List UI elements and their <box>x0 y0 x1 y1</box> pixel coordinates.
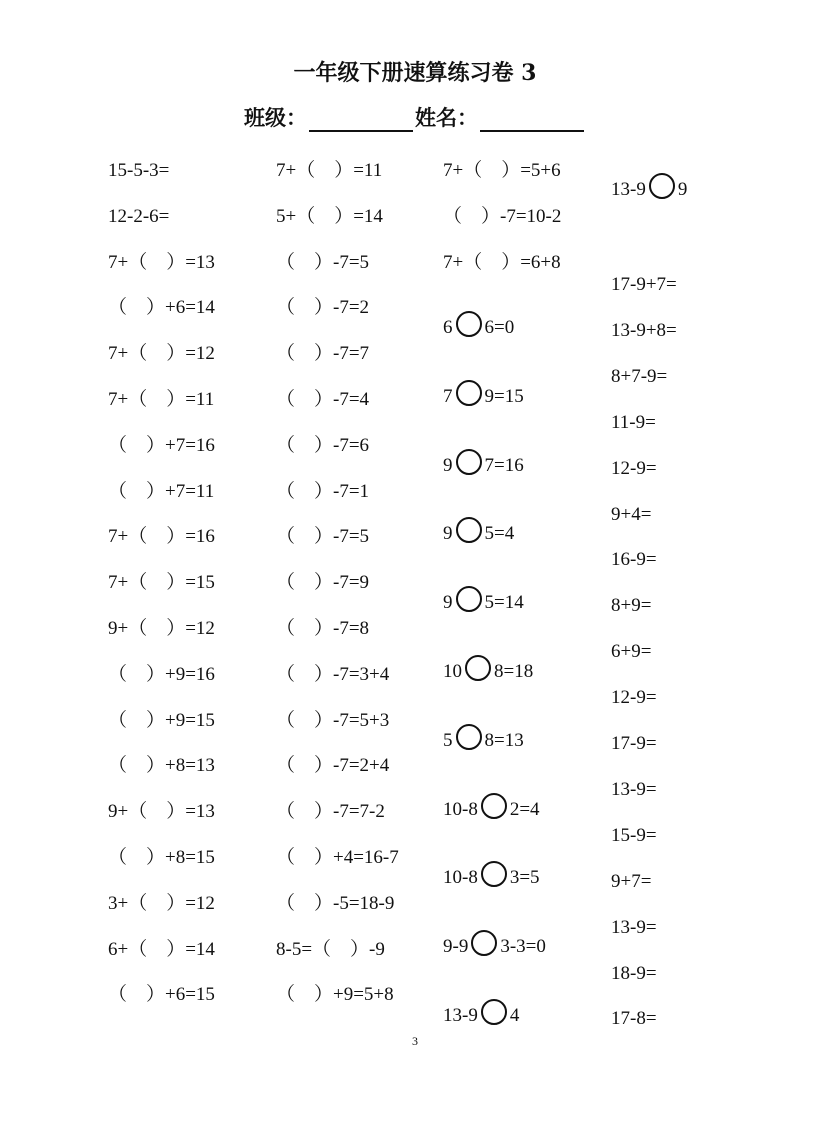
comparison-circle[interactable] <box>481 793 507 819</box>
math-problem: （ ）-7=5+3 <box>276 709 390 731</box>
math-problem: 9+4= <box>611 503 652 525</box>
math-problem: 6+（ ）=14 <box>108 938 215 960</box>
compare-right: 5=4 <box>484 523 515 545</box>
compare-right: 6=0 <box>484 317 515 338</box>
page-number: 3 <box>412 1034 418 1048</box>
math-problem: （ ）+6=15 <box>108 984 215 1006</box>
math-problem: 12-2-6= <box>108 205 170 227</box>
math-problem: 8+7-9= <box>611 365 668 387</box>
math-problem: 8+9= <box>611 595 652 617</box>
math-problem: （ ）-5=18-9 <box>276 892 395 914</box>
comparison-circle[interactable] <box>456 380 482 406</box>
math-problem: （ ）-7=2 <box>276 297 370 319</box>
math-problem: 13-9= <box>611 778 657 800</box>
compare-problem <box>443 934 546 960</box>
compare-problem <box>443 865 540 891</box>
math-problem: 13-9= <box>611 916 657 938</box>
math-problem: （ ）+8=15 <box>108 847 215 868</box>
compare-right: 3=5 <box>509 867 540 889</box>
math-problem: （ ）-7=5 <box>276 526 370 548</box>
math-problem: （ ）+6=14 <box>108 297 215 319</box>
math-problem: 15-9= <box>611 824 657 846</box>
math-problem: （ ）-7=7 <box>276 343 370 365</box>
math-problem: （ ）-7=10-2 <box>443 205 562 227</box>
compare-left: 7 <box>443 385 453 407</box>
compare-right: 2=4 <box>509 798 540 820</box>
math-problem: 15-5-3= <box>108 160 170 181</box>
worksheet-title: 一年级下册速算练习卷 3 <box>293 60 537 86</box>
comparison-circle[interactable] <box>456 724 482 750</box>
math-problem: （ ）+7=16 <box>108 434 215 456</box>
math-problem: （ ）+7=11 <box>108 480 215 502</box>
math-problem: 7+（ ）=11 <box>108 389 215 410</box>
math-problem: （ ）-7=2+4 <box>276 755 390 777</box>
comparison-circle[interactable] <box>649 173 675 199</box>
math-problem: 6+9= <box>611 641 652 663</box>
compare-right: 3-3=0 <box>500 936 546 958</box>
compare-right: 8=13 <box>484 729 524 751</box>
comparison-circle[interactable] <box>481 999 507 1025</box>
math-problem: 7+（ ）=16 <box>108 526 215 548</box>
compare-problem <box>443 728 524 754</box>
comparison-circle[interactable] <box>481 861 507 887</box>
compare-left: 10-8 <box>443 867 478 889</box>
comparison-circle[interactable] <box>456 517 482 543</box>
math-problem: （ ）-7=1 <box>276 480 370 502</box>
math-problem: （ ）+9=15 <box>108 709 215 731</box>
math-problem: 9+7= <box>611 870 652 892</box>
comparison-circle[interactable] <box>465 655 491 681</box>
compare-problem <box>443 659 533 685</box>
compare-left: 13-9 <box>611 179 646 200</box>
math-problem: （ ）-7=3+4 <box>276 663 390 685</box>
math-problem: 5+（ ）=14 <box>276 205 383 227</box>
compare-problem <box>443 384 524 410</box>
math-problem: （ ）+8=13 <box>108 755 215 777</box>
math-problem: 12-9= <box>611 687 657 709</box>
compare-left: 10 <box>443 661 462 682</box>
compare-left: 5 <box>443 729 453 751</box>
math-problem: 17-9+7= <box>611 274 677 295</box>
compare-problem <box>443 797 540 823</box>
math-problem: 9+（ ）=13 <box>108 801 215 823</box>
math-problem: 7+（ ）=6+8 <box>443 251 561 273</box>
name-blank[interactable] <box>480 108 584 132</box>
class-blank[interactable] <box>309 108 413 132</box>
comparison-circle[interactable] <box>456 586 482 612</box>
compare-left: 13-9 <box>443 1005 478 1026</box>
math-problem: （ ）+9=16 <box>108 663 215 685</box>
math-problem: （ ）-7=8 <box>276 618 370 639</box>
compare-left: 9-9 <box>443 936 469 958</box>
math-problem: 7+（ ）=11 <box>276 160 383 181</box>
math-problem: 12-9= <box>611 457 657 479</box>
comparison-circle[interactable] <box>471 930 497 956</box>
compare-problem <box>443 453 524 479</box>
compare-right: 7=16 <box>484 454 524 476</box>
compare-left: 6 <box>443 317 453 338</box>
compare-left: 9 <box>443 454 453 476</box>
compare-right: 8=18 <box>494 661 534 682</box>
math-problem: 18-9= <box>611 962 657 984</box>
math-problem: 16-9= <box>611 549 657 571</box>
compare-problem <box>611 177 687 203</box>
student-info <box>0 102 830 132</box>
math-problem: （ ）+9=5+8 <box>276 984 394 1006</box>
math-problem: （ ）-7=4 <box>276 389 370 410</box>
comparison-circle[interactable] <box>456 449 482 475</box>
math-problem: （ ）-7=5 <box>276 251 370 273</box>
compare-left: 9 <box>443 523 453 545</box>
math-problem: 11-9= <box>611 411 656 433</box>
comparison-circle[interactable] <box>456 311 482 337</box>
math-problem: 9+（ ）=12 <box>108 618 215 639</box>
math-problem: 7+（ ）=12 <box>108 343 215 365</box>
math-problem: 3+（ ）=12 <box>108 892 215 914</box>
name-label: 姓名： <box>415 105 478 130</box>
class-label: 班级： <box>244 105 307 130</box>
compare-right: 9 <box>677 179 688 200</box>
math-problem: 17-9= <box>611 733 657 754</box>
math-problem: 7+（ ）=13 <box>108 251 215 273</box>
compare-left: 9 <box>443 592 453 614</box>
math-problem: 7+（ ）=15 <box>108 572 215 594</box>
math-problem: （ ）-7=7-2 <box>276 801 385 823</box>
compare-right: 9=15 <box>484 385 524 407</box>
compare-right: 5=14 <box>484 592 524 614</box>
math-problem: （ ）-7=9 <box>276 572 370 594</box>
math-problem: 8-5=（ ）-9 <box>276 938 385 960</box>
compare-problem <box>443 590 524 616</box>
math-problem: 7+（ ）=5+6 <box>443 160 561 181</box>
math-problem: 17-8= <box>611 1008 657 1030</box>
math-problem: 13-9+8= <box>611 319 677 341</box>
compare-right: 4 <box>509 1005 520 1026</box>
compare-problem <box>443 1003 519 1029</box>
compare-problem <box>443 521 514 547</box>
math-problem: （ ）+4=16-7 <box>276 847 399 868</box>
compare-problem <box>443 315 514 341</box>
math-problem: （ ）-7=6 <box>276 434 370 456</box>
compare-left: 10-8 <box>443 798 478 820</box>
